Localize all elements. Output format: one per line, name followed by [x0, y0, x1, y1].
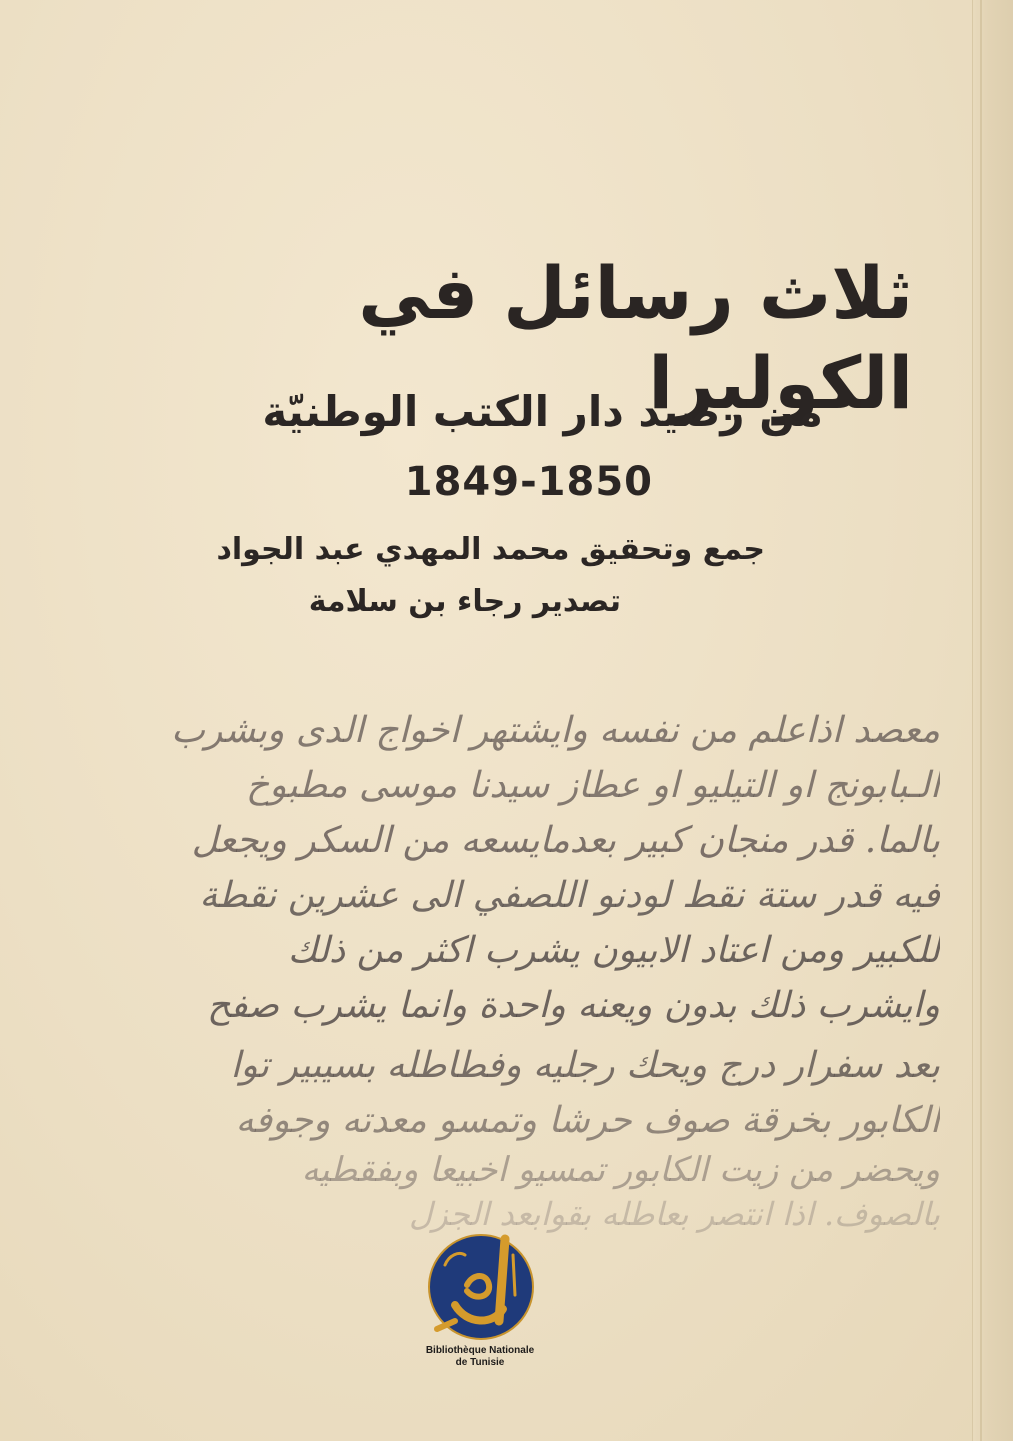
- preface-credit: تصدير رجاء بن سلامة: [308, 584, 621, 619]
- publisher-name-line2: de Tunisie: [455, 1357, 505, 1368]
- book-years: 1849-1850: [404, 459, 653, 505]
- manuscript-line: بعد سفرار درج ويحك رجليه وفطاطله بسيبير توا: [230, 1045, 940, 1086]
- cover-edge-line: [980, 0, 982, 1441]
- manuscript-line: فيه قدر ستة نقط لودنو اللصفي الى عشرين نقطة: [199, 875, 940, 916]
- book-subtitle: من رصيد دار الكتب الوطنيّة: [262, 387, 823, 436]
- manuscript-line: معصد اذاعلم من نفسه وايشتهر اخواج الدى وبشرب: [171, 710, 940, 751]
- publisher-name-line1: Bibliothèque Nationale: [425, 1345, 535, 1356]
- manuscript-line: بالما. قدر منجان كبير بعدمايسعه من السكر ويجعل: [191, 820, 940, 861]
- publisher-logo: [415, 1225, 545, 1385]
- manuscript-line: الكابور بخرقة صوف حرشا وتمسو معدته وجوفه: [235, 1100, 940, 1141]
- cover-edge: [972, 0, 1013, 1441]
- compiler-credit: جمع وتحقيق محمد المهدي عبد الجواد: [216, 532, 765, 567]
- manuscript-line: للكبير ومن اعتاد الابيون يشرب اكثر من ذلك: [287, 930, 940, 971]
- publisher-emblem-icon: [415, 1225, 545, 1345]
- manuscript-line: ويحضر من زيت الكابور تمسيو اخبيعا وبفقطيه: [301, 1150, 940, 1190]
- manuscript-line: الـبابونج او التيليو او عطاز سيدنا موسى مطبوخ: [245, 765, 940, 806]
- manuscript-line: بالصوف. اذا انتصر بعاطله بقوابعد الجزل: [409, 1195, 940, 1233]
- publisher-name: [415, 1345, 545, 1369]
- manuscript-image: [140, 640, 940, 1260]
- manuscript-line: وايشرب ذلك بدون ويعنه واحدة وانما يشرب صفح: [207, 985, 940, 1026]
- book-title: ثلاث رسائل في الكوليرا: [358, 251, 913, 425]
